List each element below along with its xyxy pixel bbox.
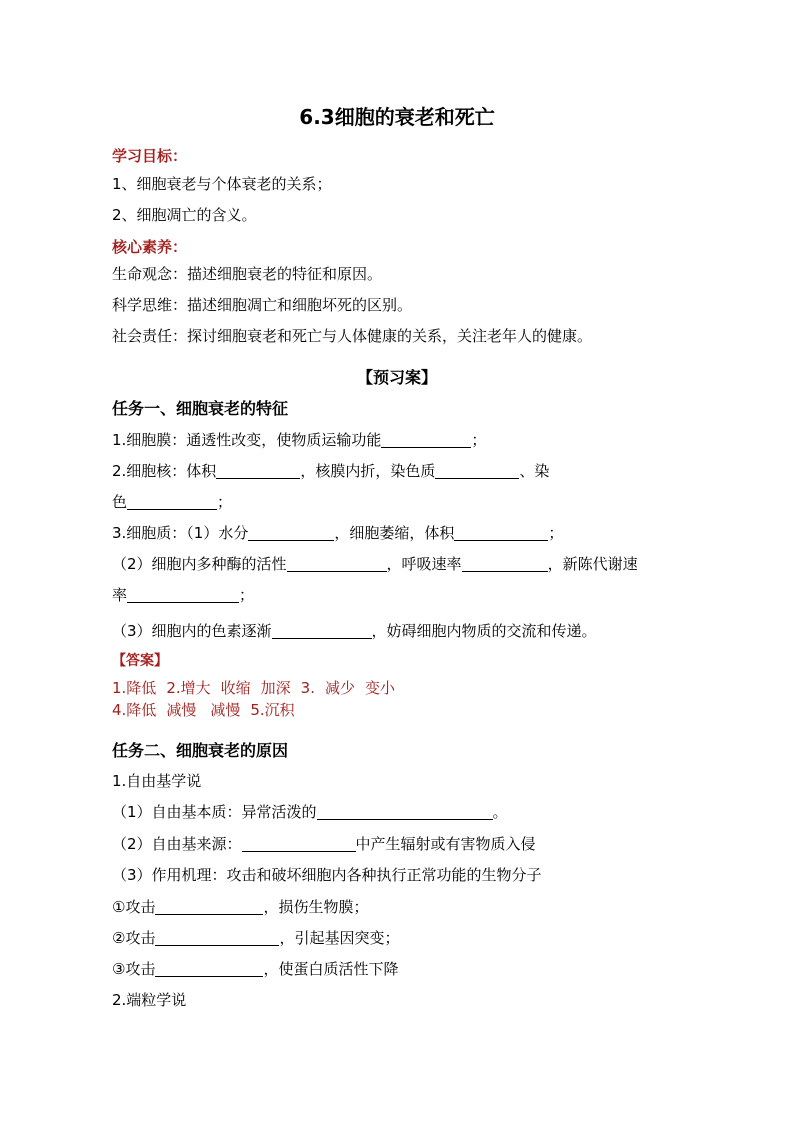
task2-a3-end: ，使蛋白质活性下降 (263, 960, 399, 978)
fill-blank[interactable] (272, 622, 372, 639)
task2-attack-1 (112, 896, 368, 918)
task2-a2-end: ，引起基因突变； (279, 929, 400, 947)
task2-attack-3 (112, 958, 398, 980)
task1-l4-text: 3.细胞质：（1）水分 (112, 524, 249, 542)
literacy-item-2: 科学思维：描述细胞凋亡和细胞坏死的区别。 (112, 296, 413, 314)
task1-l2-text: 2.细胞核：体积 (112, 462, 217, 480)
answer-item: 4.降低 (112, 701, 157, 719)
goals-heading: 学习目标： (112, 147, 188, 165)
answer-item: 加深 (260, 679, 291, 697)
task1-l5-mid: ，呼吸速率 (386, 555, 462, 573)
fill-blank[interactable] (248, 524, 334, 541)
fill-blank[interactable] (127, 493, 217, 510)
fill-blank[interactable] (155, 960, 263, 977)
fill-blank[interactable] (127, 586, 239, 603)
task1-line-6 (112, 584, 254, 606)
literacy-heading: 核心素养： (112, 238, 188, 256)
task2-a3-text: ③攻击 (112, 960, 156, 978)
task1-l6-end: ； (239, 586, 255, 604)
answer-item: 减少 (324, 679, 355, 697)
task1-l5-text: （2）细胞内多种酶的活性 (112, 555, 287, 573)
goal-item-1: 1、细胞衰老与个体衰老的关系； (112, 175, 332, 193)
task2-line-3: （3）作用机理：攻击和破坏细胞内各种执行正常功能的生物分子 (112, 866, 542, 884)
fill-blank[interactable] (155, 898, 263, 915)
fill-blank[interactable] (216, 462, 300, 479)
task2-l2-text: （2）自由基来源： (112, 835, 242, 853)
answer-item: 5.沉积 (250, 701, 295, 719)
task1-line-5 (112, 553, 638, 575)
answer-heading: 【答案】 (112, 653, 168, 669)
task2-a2-text: ②攻击 (112, 929, 156, 947)
task2-attack-2 (112, 927, 399, 949)
task1-heading: 任务一、细胞衰老的特征 (112, 399, 289, 418)
task1-line-1 (112, 429, 486, 451)
page-title: 6.3细胞的衰老和死亡 (299, 105, 495, 129)
goal-item-2: 2、细胞凋亡的含义。 (112, 206, 257, 224)
task2-a1-text: ①攻击 (112, 898, 156, 916)
task2-line-1 (112, 801, 508, 823)
answer-row-2 (112, 699, 305, 721)
literacy-item-1: 生命观念：描述细胞衰老的特征和原因。 (112, 265, 383, 283)
fill-blank[interactable] (381, 431, 471, 448)
answer-item: 减慢 (210, 701, 241, 719)
fill-blank[interactable] (287, 555, 387, 572)
fill-blank[interactable] (462, 555, 548, 572)
fill-blank[interactable] (435, 462, 519, 479)
task2-l1-end: 。 (492, 803, 508, 821)
answer-item: 减慢 (166, 701, 197, 719)
task1-l7-text: （3）细胞内的色素逐渐 (112, 622, 272, 640)
task1-line-2 (112, 460, 549, 482)
answer-item: 收缩 (220, 679, 251, 697)
task1-l2-end: 、染 (519, 462, 550, 480)
task1-l2-mid: ，核膜内折，染色质 (300, 462, 436, 480)
task1-line-4 (112, 522, 563, 544)
preview-heading: 【预习案】 (356, 368, 437, 387)
task2-a1-end: ，损伤生物膜； (263, 898, 369, 916)
answer-item: 1.降低 (112, 679, 157, 697)
task1-l4-mid: ，细胞萎缩，体积 (334, 524, 455, 542)
task2-s2: 2.端粒学说 (112, 991, 187, 1009)
answer-item: 变小 (364, 679, 395, 697)
fill-blank[interactable] (242, 835, 356, 852)
fill-blank[interactable] (454, 524, 548, 541)
task2-l1-text: （1）自由基本质：异常活泼的 (112, 803, 317, 821)
answer-item: 2.增大 (166, 679, 211, 697)
task1-l1-end: ； (471, 431, 487, 449)
task2-l2-end: 中产生辐射或有害物质入侵 (355, 835, 536, 853)
task1-l4-end: ； (548, 524, 564, 542)
answer-item: 3. (300, 679, 315, 697)
task1-l3-text: 色 (112, 493, 128, 511)
task2-s1: 1.自由基学说 (112, 772, 202, 790)
task1-l5-end: ，新陈代谢速 (547, 555, 638, 573)
task1-l1-text: 1.细胞膜：通透性改变，使物质运输功能 (112, 431, 382, 449)
task1-line-3 (112, 491, 232, 513)
fill-blank[interactable] (155, 929, 279, 946)
task1-l7-end: ，妨碍细胞内物质的交流和传递。 (371, 622, 597, 640)
task2-line-2 (112, 833, 536, 855)
task1-line-7 (112, 620, 597, 642)
answer-row-1 (112, 677, 405, 699)
literacy-item-3: 社会责任：探讨细胞衰老和死亡与人体健康的关系，关注老年人的健康。 (112, 327, 593, 345)
fill-blank[interactable] (317, 803, 493, 820)
task1-l3-end: ； (217, 493, 233, 511)
task1-l6-text: 率 (112, 586, 128, 604)
task2-heading: 任务二、细胞衰老的原因 (112, 741, 289, 760)
